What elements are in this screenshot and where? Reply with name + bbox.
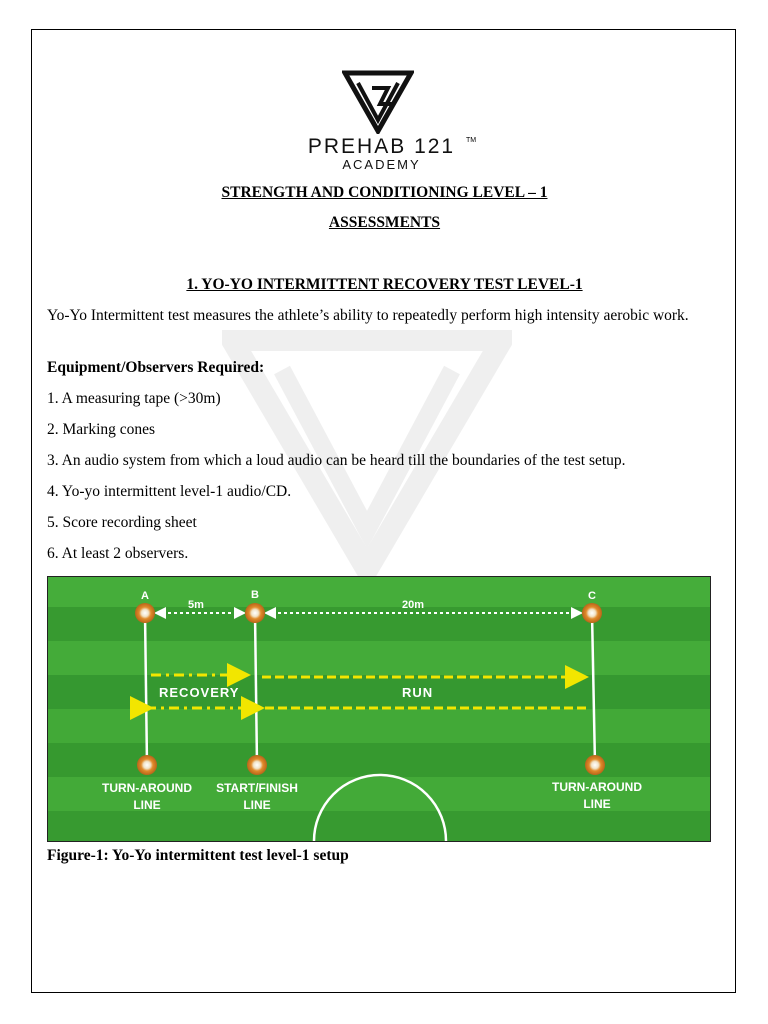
cone-label-a: A (141, 590, 149, 602)
pitch-diagram (48, 577, 710, 841)
academy-logo (294, 70, 484, 176)
cone-b-bottom (247, 755, 267, 775)
line-label-b-1: START/FINISH (216, 781, 298, 795)
list-item: 1. A measuring tape (>30m) (47, 390, 221, 407)
distance-label-ab: 5m (188, 599, 204, 611)
list-item: 6. At least 2 observers. (47, 545, 189, 562)
test-setup-figure (47, 576, 711, 842)
equipment-title: Equipment/Observers Required: (47, 359, 265, 376)
line-label-c-2: LINE (583, 797, 611, 811)
run-label: RUN (402, 685, 434, 700)
distance-label-bc: 20m (402, 599, 425, 611)
cone-b-top (245, 603, 265, 623)
intro-paragraph: Yo-Yo Intermittent test measures the athlete’s ability to repeatedly perform high intensity aerobic work. (47, 307, 689, 324)
trademark: TM (466, 137, 477, 144)
list-item: 3. An audio system from which a loud audio can be heard till the boundaries of the test setup. (47, 452, 626, 469)
cone-label-c: C (588, 590, 596, 602)
cone-label-b: B (251, 589, 259, 601)
document-title: STRENGTH AND CONDITIONING LEVEL – 1 (221, 184, 548, 201)
list-item: 4. Yo-yo intermittent level-1 audio/CD. (47, 483, 292, 500)
recovery-label: RECOVERY (159, 685, 240, 700)
triangle-logo-icon (342, 70, 414, 134)
cone-c-top (582, 603, 602, 623)
list-item: 2. Marking cones (47, 421, 156, 438)
list-item: 5. Score recording sheet (47, 514, 197, 531)
figure-caption: Figure-1: Yo-Yo intermittent test level-1 setup (47, 847, 349, 864)
cone-c-bottom (585, 755, 605, 775)
line-label-a-2: LINE (133, 798, 161, 812)
brand-name: PREHAB 121 (307, 135, 456, 158)
cone-a-top (135, 603, 155, 623)
cone-a-bottom (137, 755, 157, 775)
section-heading: 1. YO-YO INTERMITTENT RECOVERY TEST LEVEL-1 (186, 276, 583, 293)
line-label-b-2: LINE (243, 798, 271, 812)
line-label-a-1: TURN-AROUND (102, 781, 192, 795)
line-label-c-1: TURN-AROUND (552, 780, 642, 794)
document-subtitle: ASSESSMENTS (328, 214, 441, 231)
brand-sub: ACADEMY (342, 157, 421, 172)
